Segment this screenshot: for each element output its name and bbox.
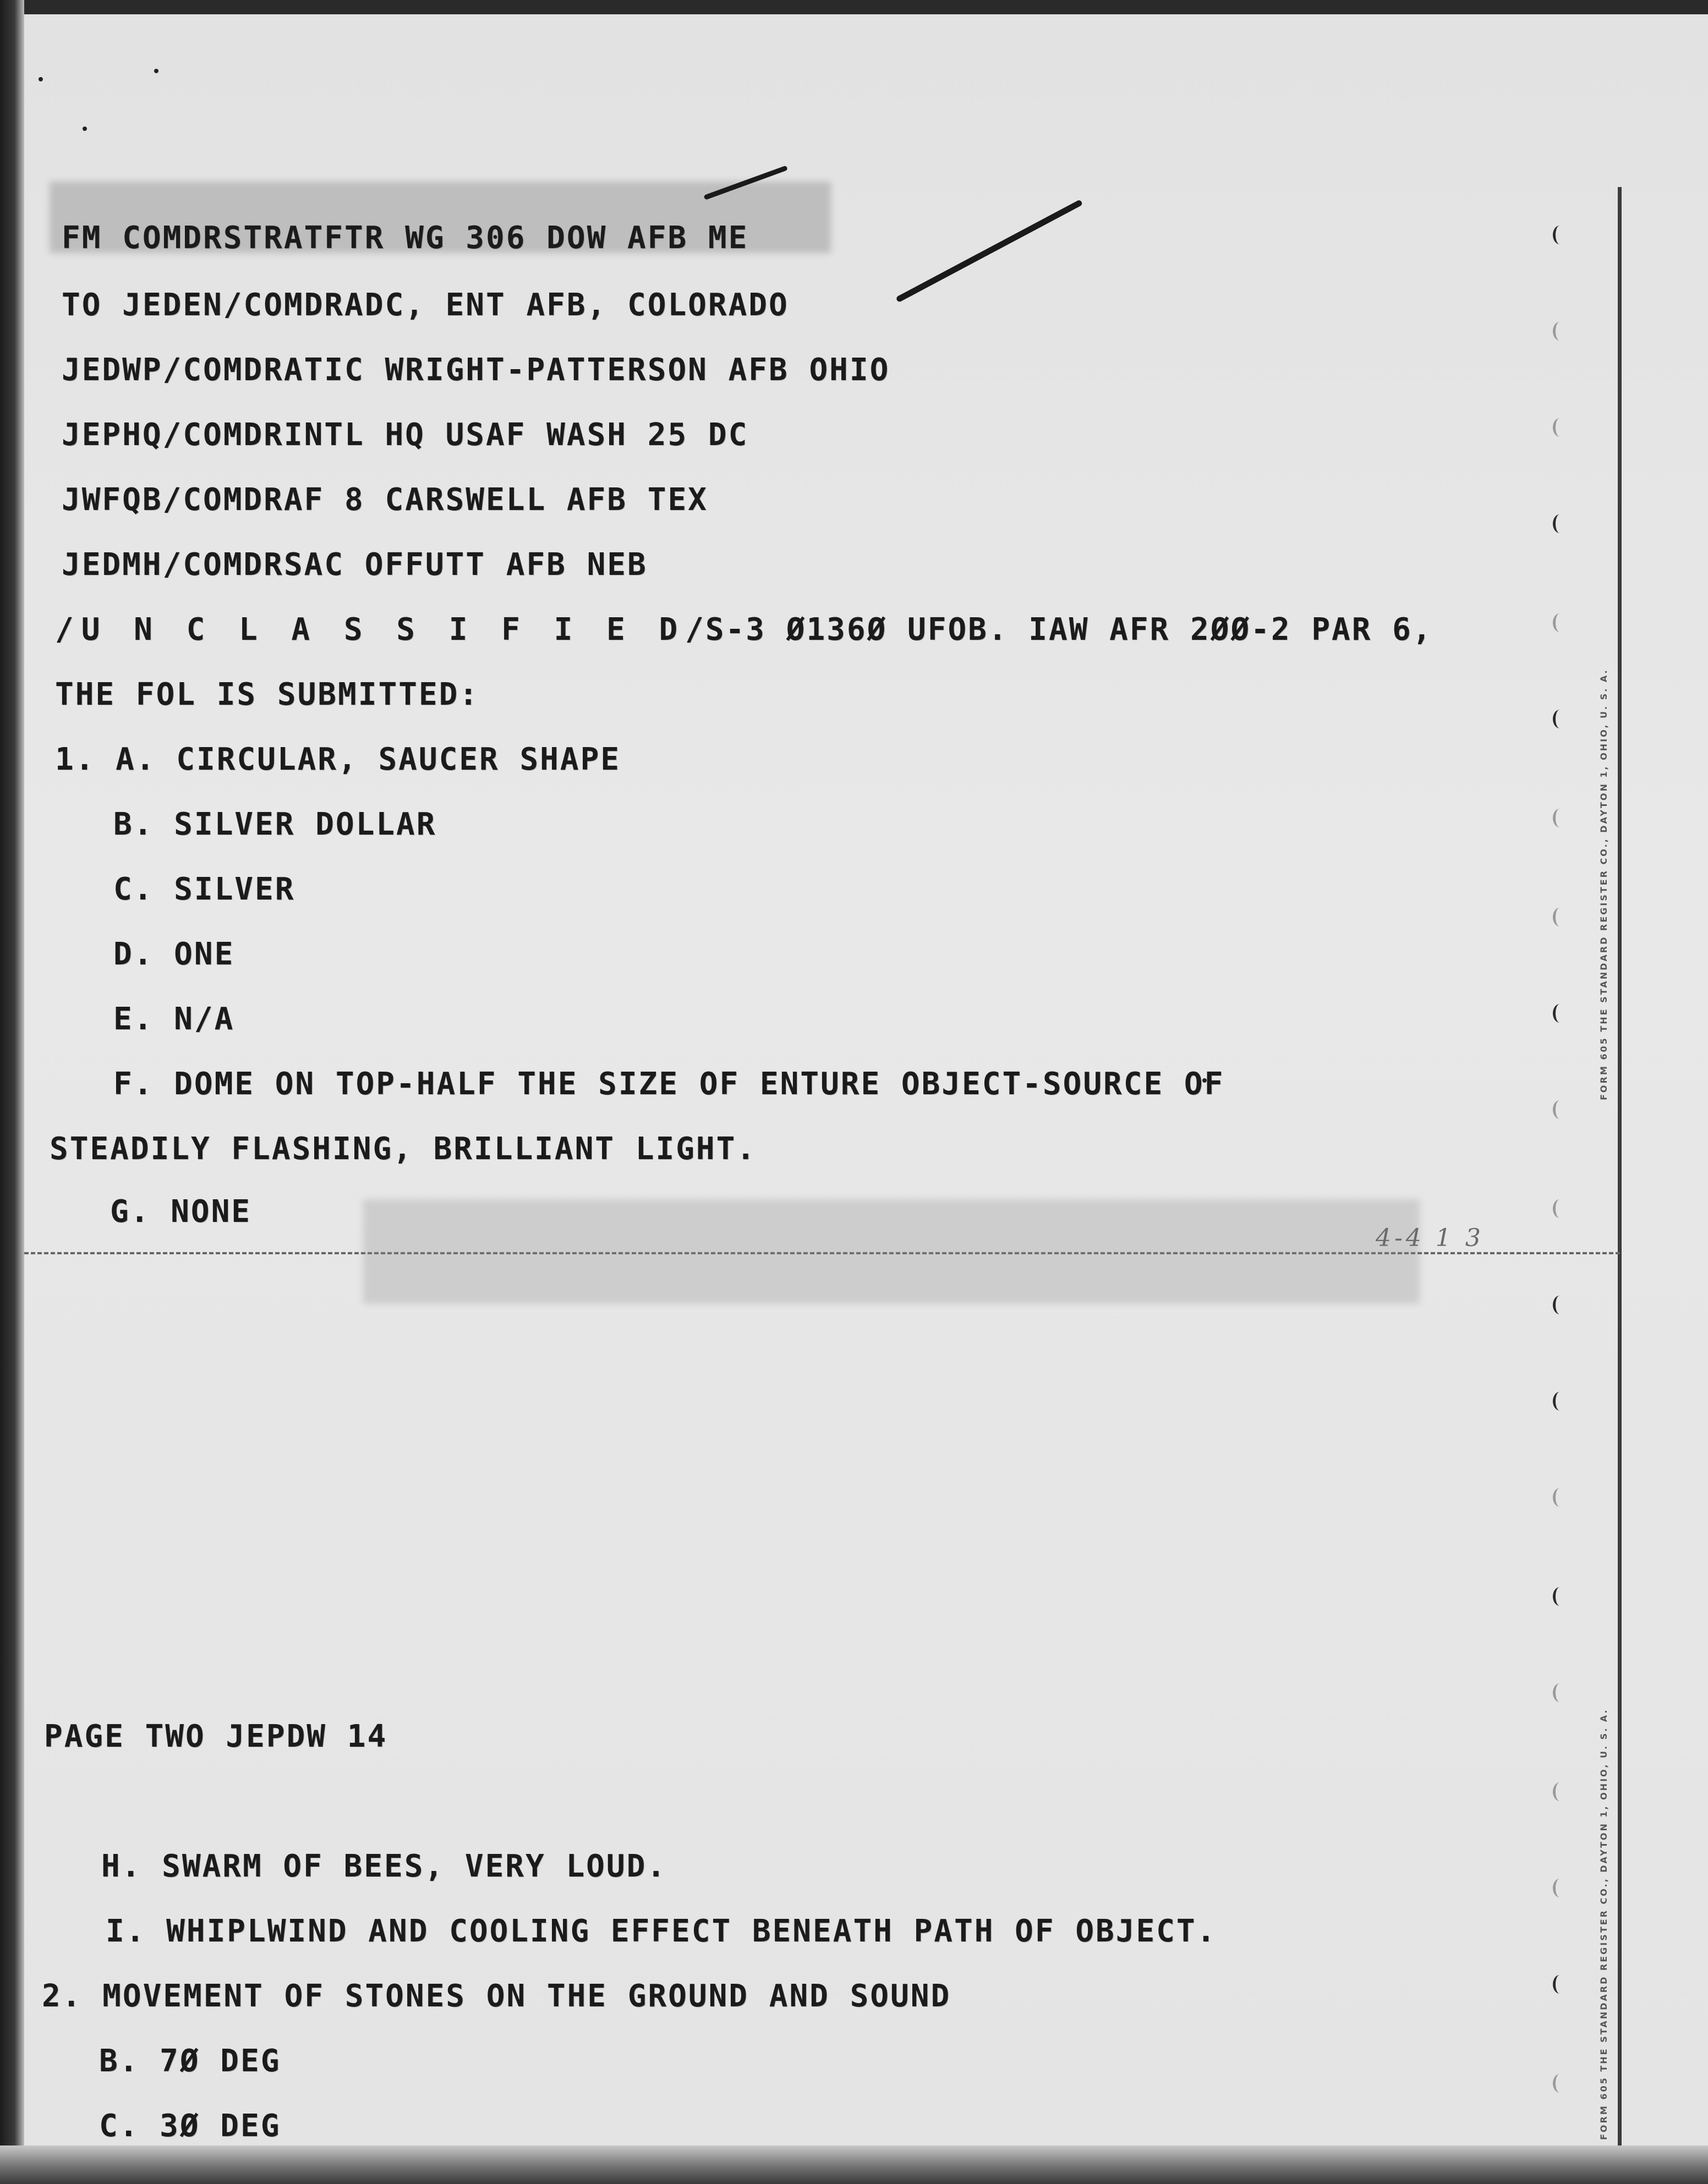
scan-edge-left [0, 0, 24, 2184]
item-h: H. SWARM OF BEES, VERY LOUD. [101, 1848, 667, 1884]
feed-hole [1553, 226, 1567, 244]
feed-hole [1553, 1199, 1567, 1218]
to-line-1: TO JEDEN/COMDRADC, ENT AFB, COLORADO [62, 287, 789, 323]
scan-edge-top [0, 0, 1708, 14]
feed-hole [1553, 809, 1567, 827]
feed-hole [1553, 1587, 1567, 1606]
feed-hole [1553, 1100, 1567, 1119]
feed-hole [1553, 613, 1567, 632]
item-i: I. WHIPLWIND AND COOLING EFFECT BENEATH PATH OF OBJECT. [106, 1913, 1217, 1949]
item-c: C. SILVER [113, 871, 295, 907]
feed-hole [1553, 1296, 1567, 1314]
to-line-5: JEDMH/COMDRSAC OFFUTT AFB NEB [62, 547, 648, 583]
dust-speck [154, 69, 158, 73]
item-f-continued: STEADILY FLASHING, BRILLIANT LIGHT. [50, 1131, 757, 1167]
feed-hole [1553, 1488, 1567, 1507]
to-line-3: JEPHQ/COMDRINTL HQ USAF WASH 25 DC [62, 417, 749, 453]
feed-hole [1553, 1392, 1567, 1411]
scan-smudge [363, 1199, 1420, 1304]
classification-word: /U N C L A S S I F I E D [55, 612, 686, 647]
to-line-4: JWFQB/COMDRAF 8 CARSWELL AFB TEX [62, 482, 708, 518]
dust-speck [39, 77, 43, 81]
feed-hole [1553, 418, 1567, 437]
feed-hole [1553, 322, 1567, 341]
item-g: G. NONE [110, 1194, 252, 1230]
form-imprint-lower: FORM 605 THE STANDARD REGISTER CO., DAYTON 1, OHIO, U. S. A. [1598, 1708, 1609, 2140]
feed-hole [1553, 514, 1567, 533]
classification-line [55, 612, 1433, 647]
pen-slash-mark [895, 199, 1083, 303]
dust-speck [83, 127, 87, 131]
item-d: D. ONE [113, 936, 235, 972]
feed-hole [1553, 1975, 1567, 1994]
from-line: FM COMDRSTRATFTR WG 306 DOW AFB ME [62, 220, 749, 256]
page-marker: PAGE TWO JEPDW 14 [44, 1719, 388, 1754]
item-2b: B. 7Ø DEG [99, 2043, 281, 2079]
item-1a: 1. A. CIRCULAR, SAUCER SHAPE [55, 742, 621, 777]
form-margin-rule [1618, 187, 1622, 2145]
feed-hole [1553, 1782, 1567, 1801]
feed-hole [1553, 908, 1567, 926]
feed-hole [1553, 1683, 1567, 1702]
to-line-2: JEDWP/COMDRATIC WRIGHT-PATTERSON AFB OHIO [62, 352, 890, 388]
feed-hole [1553, 1879, 1567, 1897]
item-f: F. DOME ON TOP-HALF THE SIZE OF ENTURE OBJECT-SOURCE OF [113, 1066, 1225, 1102]
item-2c: C. 3Ø DEG [99, 2108, 281, 2144]
item-b: B. SILVER DOLLAR [113, 806, 437, 842]
item-2: 2. MOVEMENT OF STONES ON THE GROUND AND SOUND [42, 1978, 951, 2014]
form-imprint-upper: FORM 605 THE STANDARD REGISTER CO., DAYTON 1, OHIO, U. S. A. [1598, 668, 1609, 1100]
item-e: E. N/A [113, 1001, 235, 1037]
feed-hole [1553, 1004, 1567, 1023]
handwritten-mark: 4-4 1 3 [1376, 1224, 1484, 1252]
classification-rest: /S-3 Ø136Ø UFOB. IAW AFR 2ØØ-2 PAR 6, [685, 612, 1433, 647]
intro-line: THE FOL IS SUBMITTED: [55, 677, 480, 712]
scan-edge-bottom [0, 2145, 1708, 2184]
feed-hole [1553, 2074, 1567, 2093]
feed-hole [1553, 710, 1567, 728]
